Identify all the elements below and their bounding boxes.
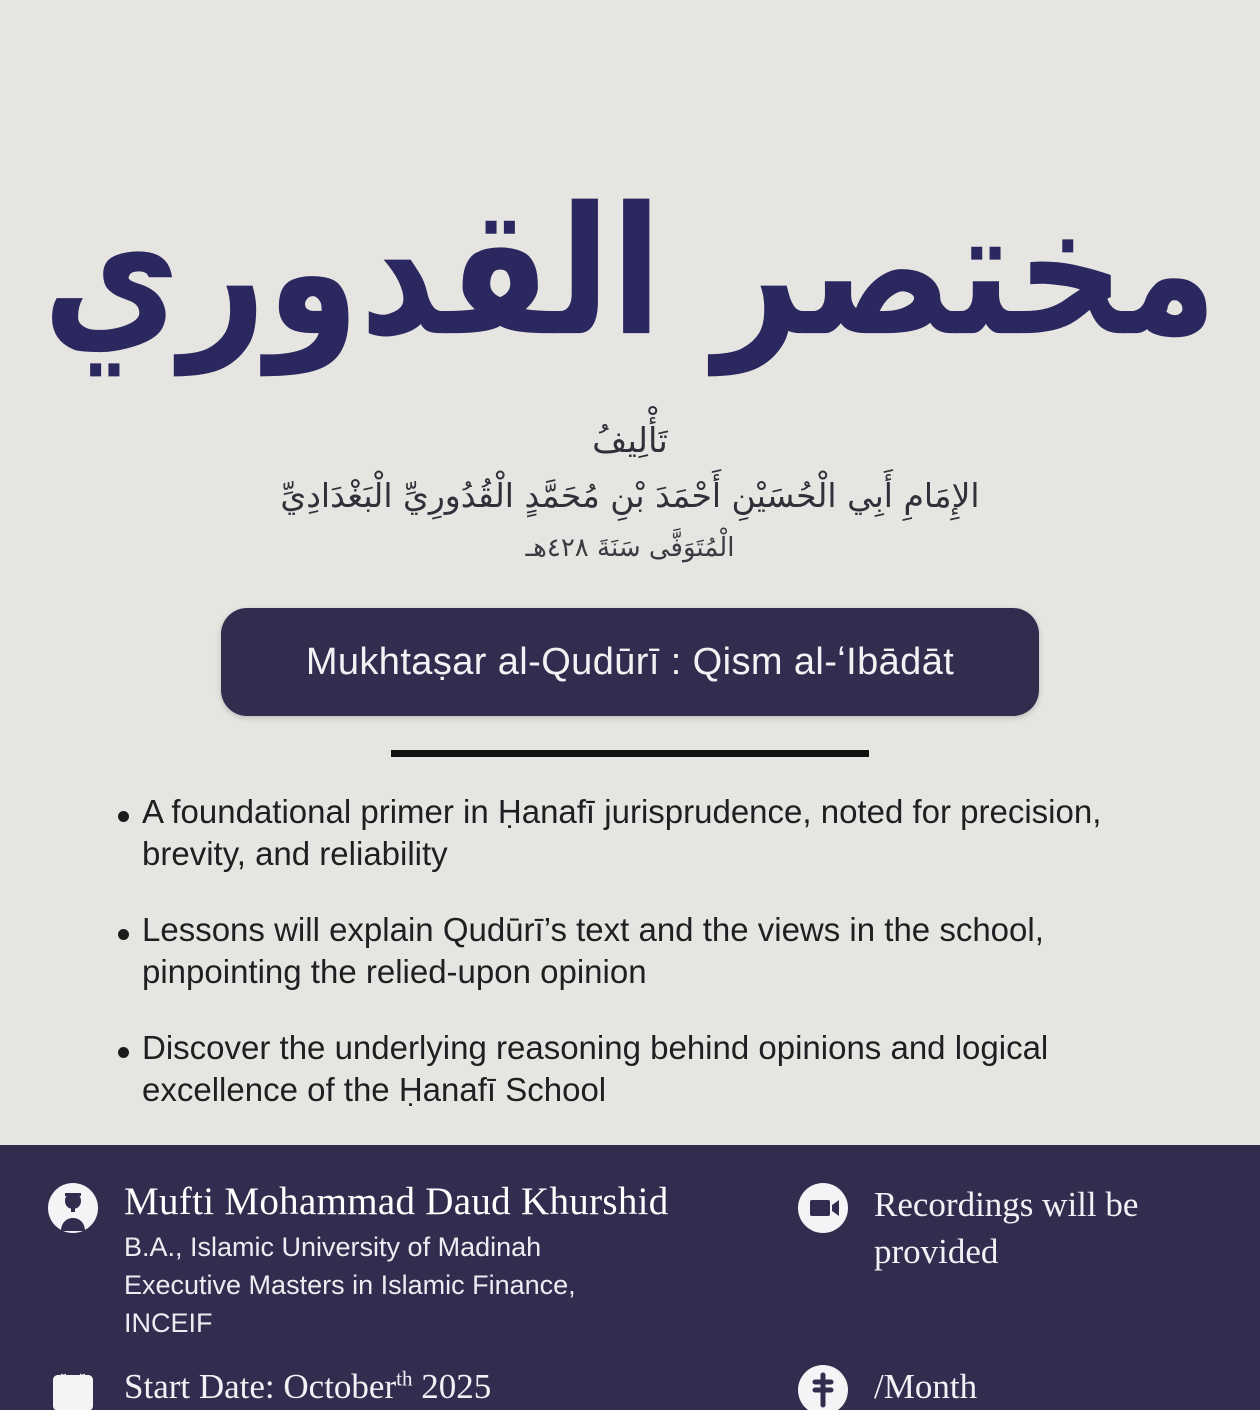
teacher-icon: [44, 1179, 102, 1237]
authored-by-label: تَأْلِيفُ: [592, 421, 668, 461]
list-item-text: A foundational primer in Ḥanafī jurisprudence, noted for precision, brevity, and reliability: [142, 793, 1102, 873]
credential-line-3: INCEIF: [124, 1308, 213, 1339]
course-title-pill[interactable]: [221, 608, 1039, 716]
instructor-credentials: [124, 1228, 669, 1343]
instructor-block: [44, 1179, 784, 1343]
recordings-line-2: provided: [874, 1232, 999, 1272]
start-date-label: Start Date: October: [124, 1366, 397, 1406]
credential-line-2: Executive Masters in Islamic Finance,: [124, 1270, 576, 1301]
footer-section: [0, 1145, 1260, 1410]
calendar-icon: [44, 1361, 102, 1410]
instructor-text: [124, 1179, 669, 1343]
bullet-dot-icon: [118, 929, 129, 940]
start-date-ordinal: th: [396, 1366, 413, 1391]
bullet-dot-icon: [118, 811, 129, 822]
start-date-text: [124, 1361, 491, 1410]
list-item: [118, 909, 1210, 993]
video-camera-icon: [794, 1179, 852, 1237]
features-list: [40, 791, 1220, 1144]
author-death-note: الْمُتَوَفَّى سَنَةَ ٤٢٨هـ: [525, 533, 735, 563]
list-item-text: Discover the underlying reasoning behind opinions and logical excellence of the Ḥanafī School: [142, 1029, 1049, 1108]
start-date-line: [124, 1363, 491, 1410]
price-text: [874, 1361, 977, 1410]
price-block: [794, 1361, 1216, 1410]
arabic-calligraphy-title: مختصر القدوري: [42, 170, 1218, 376]
start-date-year: 2025: [421, 1366, 492, 1406]
authorship-block: [280, 420, 979, 566]
bullet-dot-icon: [118, 1047, 129, 1058]
arabic-calligraphy-block: [42, 148, 1218, 398]
price-line: /Month: [874, 1366, 978, 1406]
list-item-text: Lessons will explain Qudūrī’s text and the views in the school, pinpointing the relied-upon opinion: [142, 911, 1044, 991]
money-icon: [794, 1361, 852, 1410]
start-date-block: [44, 1361, 784, 1410]
credential-line-1: B.A., Islamic University of Madinah: [124, 1231, 542, 1262]
author-name-arabic: الإِمَامِ أَبِي الْحُسَيْنِ أَحْمَدَ بْنِ مُحَمَّدٍ الْقُدُورِيِّ الْبَغْدَادِيِّ: [280, 475, 980, 515]
course-title-text: Mukhtaṣar al-Qudūrī : Qism al-ʻIbādāt: [305, 640, 955, 683]
recordings-block: [794, 1179, 1216, 1343]
instructor-name: Mufti Mohammad Daud Khurshid: [124, 1179, 669, 1223]
list-item: [118, 791, 1210, 875]
section-divider: [391, 750, 869, 757]
recordings-text: [874, 1179, 1138, 1276]
recordings-line-1: Recordings will be: [874, 1184, 1139, 1224]
list-item: [118, 1027, 1210, 1111]
